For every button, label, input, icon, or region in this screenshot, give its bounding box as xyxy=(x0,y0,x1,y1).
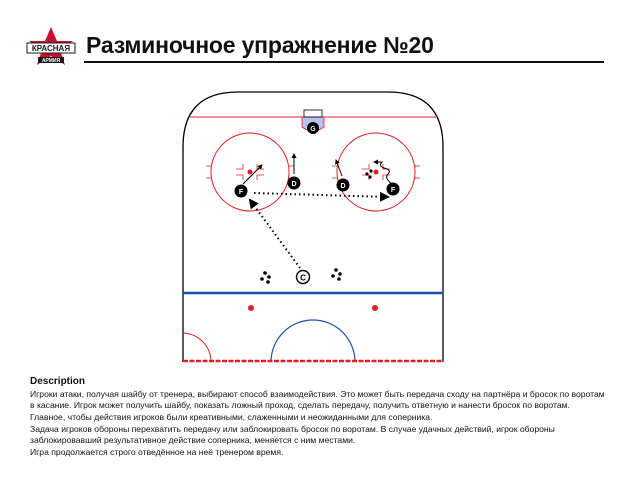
defense-left-marker xyxy=(288,177,301,190)
page-title: Разминочное упражнение №20 xyxy=(86,32,434,58)
forward-left-marker xyxy=(235,185,248,198)
puck-pile-left xyxy=(260,271,271,284)
left-faceoff-circle xyxy=(206,133,297,211)
svg-text:D: D xyxy=(340,183,346,190)
description-section xyxy=(30,376,605,459)
description-paragraph-1: Игроки атаки, получая шайбу от тренера, выбирают способ взаимодействия. Это может быть передача сходу на партнёра и бросок по воротам в касание. Игрок может получить шайбу, показать ложный проход, сделать передачу, получить ответную и нанести бросок по воротам. Главное, чтобы действия игроков были креативными, слаженными и неожиданными для соперника. xyxy=(30,389,605,422)
coach-marker xyxy=(297,271,310,284)
neutral-dot-right xyxy=(372,305,378,311)
description-heading: Description xyxy=(30,376,86,387)
svg-text:F: F xyxy=(238,189,244,196)
pass-path-across xyxy=(254,193,388,197)
goalie-marker xyxy=(307,122,319,134)
goal-net xyxy=(304,110,322,117)
puck-pile-right xyxy=(331,268,342,281)
referee-crease-arc xyxy=(183,333,211,362)
logo-text-bottom: АРМИЯ xyxy=(41,58,61,64)
puck-pile-right-circle xyxy=(365,169,372,178)
description-paragraph-2: Задача игроков обороны перехватить передачу или заблокировать бросок по воротам. В случае удачных действий, игрок обороны заблокировавший результативное действие соперника, меняется с ним местами. xyxy=(30,423,555,446)
description-paragraph-3: Игра продолжается строго отведённое на неё тренером время. xyxy=(30,447,284,458)
right-faceoff-circle xyxy=(332,133,420,211)
skate-arrow-forward-left xyxy=(243,165,262,184)
svg-text:F: F xyxy=(390,187,396,194)
svg-text:D: D xyxy=(291,181,297,188)
svg-text:G: G xyxy=(310,126,316,133)
center-circle-arc xyxy=(271,320,355,362)
defense-right-marker xyxy=(337,179,350,192)
neutral-dot-left xyxy=(248,305,254,311)
forward-right-marker xyxy=(387,183,400,196)
logo-text-top: КРАСНАЯ xyxy=(31,44,71,53)
svg-text:C: C xyxy=(300,273,306,283)
